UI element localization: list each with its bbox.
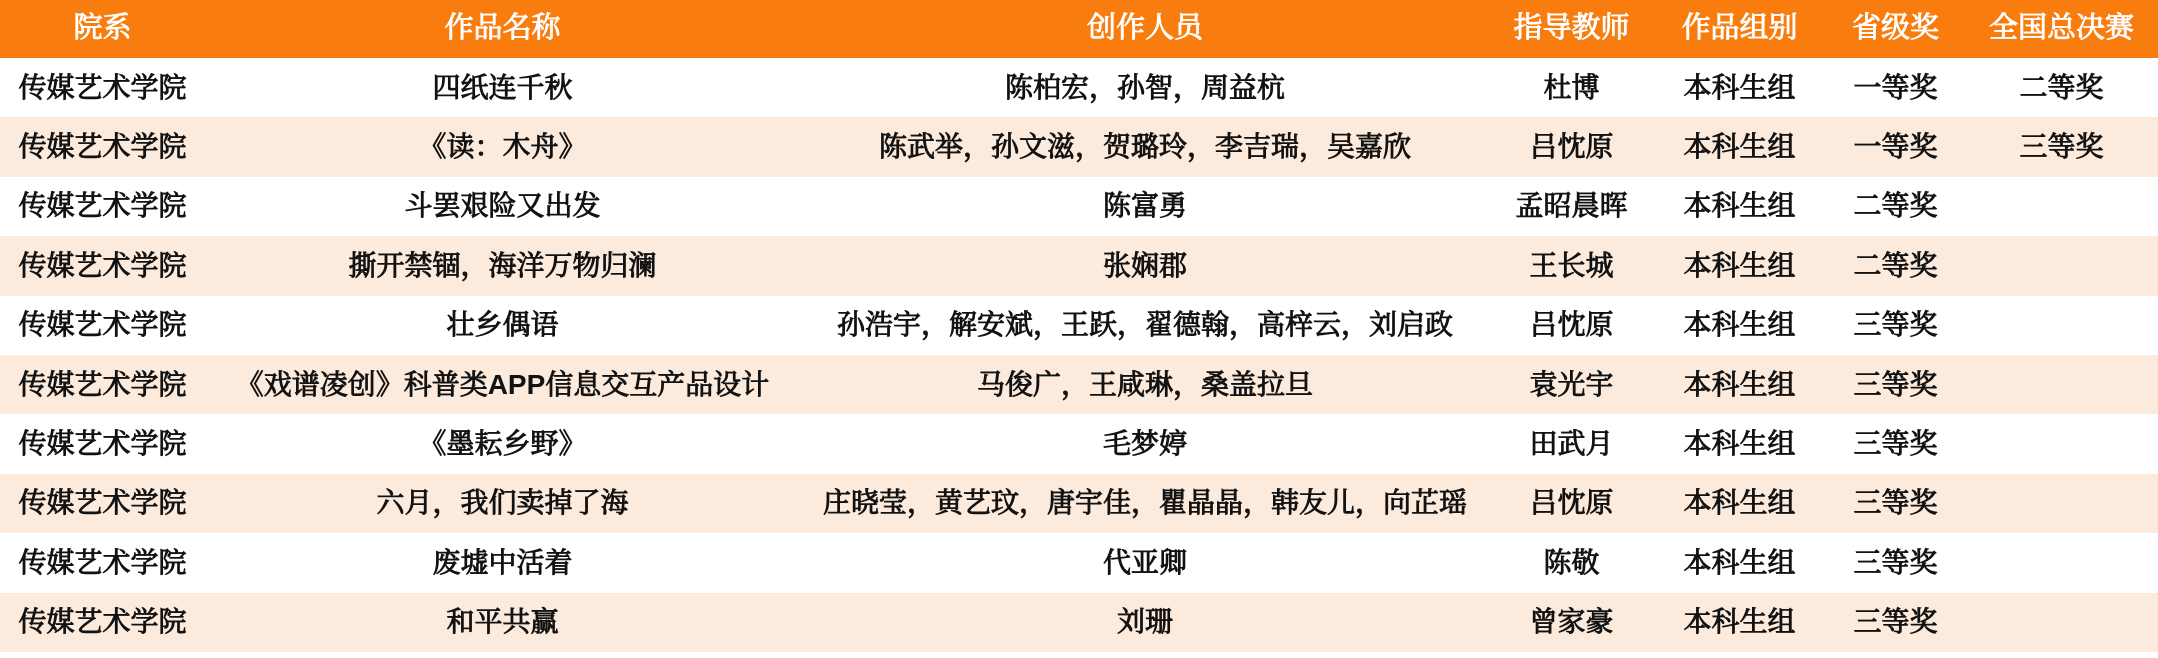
cell-department: 传媒艺术学院	[18, 427, 187, 459]
cell-title: 《戏谱凌创》科普类APP信息交互产品设计	[235, 368, 770, 400]
cell-provincial-award: 三等奖	[1853, 368, 1938, 400]
column-header-advisor: 指导教师	[1513, 12, 1630, 45]
cell-advisor: 吕忱原	[1529, 487, 1614, 519]
table-row	[0, 236, 2158, 295]
cell-creators: 张娴郡	[1102, 249, 1187, 281]
cell-department: 传媒艺术学院	[18, 130, 187, 162]
cell-creators: 陈富勇	[1102, 190, 1187, 222]
cell-national-final: 三等奖	[2019, 130, 2104, 162]
cell-group: 本科生组	[1683, 190, 1796, 222]
column-header-department: 院系	[73, 12, 132, 45]
table-row	[0, 533, 2158, 592]
cell-provincial-award: 二等奖	[1853, 249, 1938, 281]
cell-provincial-award: 三等奖	[1853, 309, 1938, 341]
cell-provincial-award: 三等奖	[1853, 487, 1938, 519]
cell-provincial-award: 一等奖	[1853, 130, 1938, 162]
cell-creators: 庄晓莹，黄艺玟，唐宇佳，瞿晶晶，韩友儿，向芷瑶	[822, 487, 1467, 519]
cell-group: 本科生组	[1683, 130, 1796, 162]
cell-group: 本科生组	[1683, 71, 1796, 103]
cell-creators: 毛梦婷	[1102, 427, 1187, 459]
cell-national-final: 二等奖	[2019, 71, 2104, 103]
cell-creators: 刘珊	[1116, 606, 1173, 638]
cell-advisor: 王长城	[1529, 249, 1614, 281]
cell-department: 传媒艺术学院	[18, 71, 187, 103]
cell-advisor: 吕忱原	[1529, 130, 1614, 162]
cell-title: 《墨耘乡野》	[418, 427, 587, 459]
cell-advisor: 袁光宇	[1529, 368, 1614, 400]
table-row	[0, 355, 2158, 414]
cell-creators: 陈柏宏，孙智，周益杭	[1004, 71, 1285, 103]
cell-advisor: 吕忱原	[1529, 309, 1614, 341]
cell-advisor: 曾家豪	[1529, 606, 1614, 638]
cell-department: 传媒艺术学院	[18, 546, 187, 578]
cell-group: 本科生组	[1683, 368, 1796, 400]
cell-group: 本科生组	[1683, 546, 1796, 578]
cell-creators: 孙浩宇，解安斌，王跃，翟德翰，高梓云，刘启政	[836, 309, 1453, 341]
cell-department: 传媒艺术学院	[18, 309, 187, 341]
cell-provincial-award: 三等奖	[1853, 606, 1938, 638]
cell-department: 传媒艺术学院	[18, 249, 187, 281]
column-header-group: 作品组别	[1681, 12, 1798, 45]
cell-title: 四纸连千秋	[432, 71, 573, 103]
cell-creators: 马俊广，王咸琳，桑盖拉旦	[976, 368, 1313, 400]
cell-title: 六月，我们卖掉了海	[376, 487, 629, 519]
cell-title: 壮乡偶语	[446, 309, 559, 341]
cell-provincial-award: 二等奖	[1853, 190, 1938, 222]
cell-group: 本科生组	[1683, 606, 1796, 638]
cell-provincial-award: 三等奖	[1853, 546, 1938, 578]
table-row	[0, 474, 2158, 533]
cell-group: 本科生组	[1683, 309, 1796, 341]
table-row	[0, 177, 2158, 236]
cell-creators: 陈武举，孙文滋，贺璐玲，李吉瑞，吴嘉欣	[878, 130, 1411, 162]
cell-title: 斗罢艰险又出发	[404, 190, 601, 222]
cell-department: 传媒艺术学院	[18, 487, 187, 519]
next-row-partial	[0, 652, 2158, 658]
cell-advisor: 陈敬	[1543, 546, 1600, 578]
cell-advisor: 田武月	[1529, 427, 1614, 459]
cell-creators: 代亚卿	[1102, 546, 1187, 578]
table-row	[0, 414, 2158, 473]
cell-group: 本科生组	[1683, 249, 1796, 281]
cell-department: 传媒艺术学院	[18, 606, 187, 638]
cell-group: 本科生组	[1683, 427, 1796, 459]
column-header-provincial-award: 省级奖	[1851, 12, 1939, 45]
cell-provincial-award: 一等奖	[1853, 71, 1938, 103]
cell-title: 《读：木舟》	[418, 130, 587, 162]
cell-group: 本科生组	[1683, 487, 1796, 519]
table-row	[0, 58, 2158, 117]
cell-department: 传媒艺术学院	[18, 190, 187, 222]
table-row	[0, 117, 2158, 176]
cell-title: 废墟中活着	[432, 546, 573, 578]
cell-department: 传媒艺术学院	[18, 368, 187, 400]
column-header-national-final: 全国总决赛	[1988, 12, 2134, 45]
table-row	[0, 296, 2158, 355]
cell-title: 和平共赢	[446, 606, 559, 638]
column-header-creators: 创作人员	[1086, 12, 1203, 45]
cell-advisor: 孟昭晨晖	[1515, 190, 1628, 222]
column-header-title: 作品名称	[444, 12, 561, 45]
cell-title: 撕开禁锢，海洋万物归澜	[348, 249, 657, 281]
table-row	[0, 593, 2158, 652]
table-header-row	[0, 0, 2158, 58]
cell-provincial-award: 三等奖	[1853, 427, 1938, 459]
cell-advisor: 杜博	[1543, 71, 1600, 103]
